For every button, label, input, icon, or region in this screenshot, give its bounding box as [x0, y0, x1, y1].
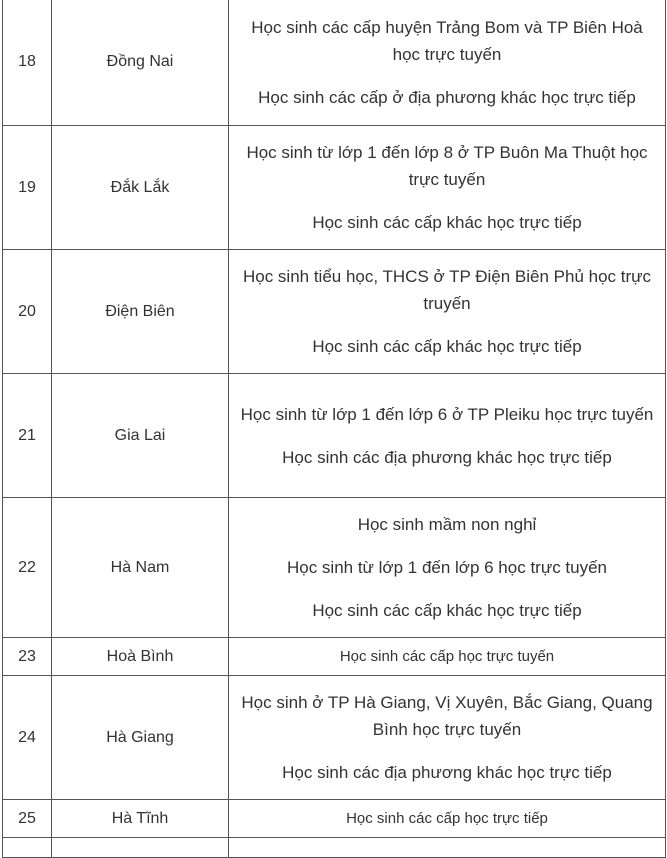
province-name: Đắk Lắk: [52, 126, 229, 250]
learning-mode-text: Học sinh các cấp học trực tuyến: [339, 648, 555, 665]
learning-mode-text: Học sinh ở TP Hà Giang, Vị Xuyên, Bắc Giang, Quang Bình học trực tuyến: [241, 693, 653, 739]
row-number: 21: [3, 374, 52, 498]
row-number: 18: [3, 0, 52, 126]
province-name: Gia Lai: [52, 374, 229, 498]
table-row: [3, 0, 666, 126]
learning-mode-text: Học sinh từ lớp 1 đến lớp 8 ở TP Buôn Ma Thuột học trực tuyến: [246, 143, 648, 189]
learning-mode-cell: [229, 676, 666, 800]
province-name: Hà Nam: [52, 498, 229, 638]
learning-mode-text: Học sinh các cấp khác học trực tiếp: [312, 213, 582, 232]
province-name: Điện Biên: [52, 250, 229, 374]
province-name: [52, 838, 229, 858]
learning-mode-text: Học sinh từ lớp 1 đến lớp 6 ở TP Pleiku học trực tuyến: [240, 404, 654, 424]
learning-mode-text: Học sinh các cấp khác học trực tiếp: [312, 601, 582, 620]
table-row: [3, 126, 666, 250]
table-row: [3, 638, 666, 676]
province-name: Hà Tĩnh: [52, 800, 229, 838]
table-row: [3, 800, 666, 838]
row-number: 19: [3, 126, 52, 250]
row-number: 20: [3, 250, 52, 374]
province-name: Đồng Nai: [52, 0, 229, 126]
learning-mode-cell: [229, 0, 666, 126]
table-row: [3, 498, 666, 638]
learning-mode-text: Học sinh các địa phương khác học trực tiếp: [282, 763, 612, 782]
row-number: 24: [3, 676, 52, 800]
learning-mode-text: Học sinh các cấp ở địa phương khác học trực tiếp: [258, 87, 636, 107]
row-number: 23: [3, 638, 52, 676]
learning-mode-text: Học sinh các cấp khác học trực tiếp: [312, 337, 582, 356]
table-row: [3, 374, 666, 498]
learning-mode-text: Học sinh mầm non nghỉ: [357, 515, 537, 534]
table-row: [3, 250, 666, 374]
learning-mode-cell: [229, 838, 666, 858]
province-name: Hà Giang: [52, 676, 229, 800]
school-status-table: [2, 0, 666, 858]
learning-mode-text: Học sinh các cấp huyện Trảng Bom và TP Biên Hoà học trực tuyến: [251, 17, 643, 64]
learning-mode-cell: [229, 638, 666, 676]
table-row: [3, 838, 666, 858]
row-number: [3, 838, 52, 858]
learning-mode-text: Học sinh các cấp học trực tiếp: [346, 810, 548, 827]
learning-mode-cell: [229, 250, 666, 374]
learning-mode-cell: [229, 374, 666, 498]
learning-mode-text: Học sinh từ lớp 1 đến lớp 6 học trực tuyến: [286, 558, 608, 577]
learning-mode-cell: [229, 498, 666, 638]
row-number: 22: [3, 498, 52, 638]
learning-mode-text: Học sinh tiểu học, THCS ở TP Điện Biên Phủ học trực truyến: [242, 267, 652, 313]
row-number: 25: [3, 800, 52, 838]
learning-mode-cell: [229, 800, 666, 838]
learning-mode-cell: [229, 126, 666, 250]
province-name: Hoà Bình: [52, 638, 229, 676]
learning-mode-text: Học sinh các địa phương khác học trực tiếp: [282, 447, 612, 467]
table-row: [3, 676, 666, 800]
